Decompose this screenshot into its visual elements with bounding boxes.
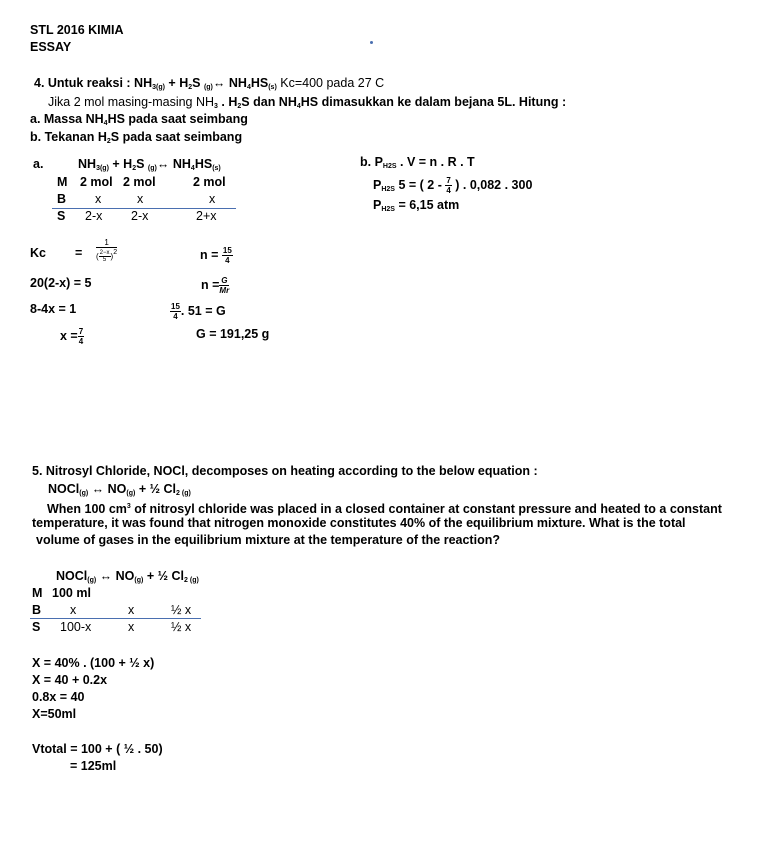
calc-line1: 20(2-x) = 5 [30, 276, 92, 290]
sol5-m-value: 100 ml [52, 586, 91, 600]
sol5-s-cl2: ½ x [171, 620, 192, 634]
ice-s-nh3: 2-x [85, 209, 103, 223]
header-line2: ESSAY [30, 40, 72, 54]
sol5-divider [30, 618, 201, 619]
sol4a-equation: NH3(g) + H2S (g)↔ NH4HS(s) [78, 157, 221, 172]
dot-mark [370, 41, 373, 44]
ice-b-nh4hs: x [209, 192, 216, 206]
ice-b-h2s: x [137, 192, 144, 206]
q4-line2: Jika 2 mol masing-masing NH3 . H2S dan NH4HS dimasukkan ke dalam bejana 5L. Hitung : [48, 95, 567, 110]
sol5-s-nocl: 100-x [60, 620, 92, 634]
ice-m-nh4hs: 2 mol [193, 175, 226, 189]
sol5-s-label: S [32, 620, 41, 634]
sol4b-line3: PH2S = 6,15 atm [373, 198, 460, 213]
ice-s-label: S [57, 209, 66, 223]
sol5-calc4: X=50ml [32, 707, 77, 721]
sol4b-line1: b. PH2S . V = n . R . T [360, 155, 475, 170]
q5-title: 5. Nitrosyl Chloride, NOCl, decomposes on heating according to the below equation : [32, 464, 538, 478]
mass-result: G = 191,25 g [196, 327, 270, 341]
calc-line2: 8-4x = 1 [30, 302, 77, 316]
ice-b-nh3: x [95, 192, 102, 206]
sol5-b-cl2: ½ x [171, 603, 192, 617]
q5-para3: volume of gases in the equilibrium mixture at the temperature of the reaction? [36, 533, 500, 547]
sol4a-label: a. [33, 157, 44, 171]
sol5-b-no: x [128, 603, 135, 617]
sol5-calc1: X = 40% . (100 + ½ x) [32, 656, 155, 670]
n-over-mr: n = $\frac{G}{Mr}$ [201, 276, 230, 295]
q4-reaction-line: 4. Untuk reaksi : NH3(g) + H2S (g)↔ NH4HS(s) Kc=400 pada 27 C [34, 76, 385, 91]
x-value: x = $\frac{7}{4}$ [60, 327, 84, 346]
kc-equals: = [75, 246, 83, 260]
sol5-equation: NOCl(g) ↔ NO(g) + ½ Cl2 (g) [56, 569, 199, 584]
q5-para1: When 100 $cm^3$ of nitrosyl chloride was placed in a closed container at constant pressure and heated to a constant [47, 502, 722, 516]
q5-equation: NOCl(g) ↔ NO(g) + ½ Cl2 (g) [48, 482, 191, 497]
sol4b-line2: PH2S 5 = ( 2 - $\frac{7}{4}$ ) . 0,082 . 300 [373, 176, 533, 195]
q4-part-b: b. Tekanan H2S pada saat seimbang [30, 130, 243, 145]
sol5-b-nocl: x [70, 603, 77, 617]
sol5-b-label: B [32, 603, 42, 617]
ice-b-label: B [57, 192, 67, 206]
kc-label: Kc [30, 246, 46, 260]
sol5-calc2: X = 40 + 0.2x [32, 673, 108, 687]
mass-calc: $\frac{15}{4}$ . 51 = G [171, 302, 226, 321]
q5-para2: temperature, it was found that nitrogen monoxide constitutes 40% of the equilibrium mixture. What is the total [32, 516, 686, 530]
sol5-m-label: M [32, 586, 43, 600]
ice-m-nh3: 2 mol [80, 175, 113, 189]
vtotal-line1: Vtotal = 100 + ( ½ . 50) [32, 742, 163, 756]
header-line1: STL 2016 KIMIA [30, 23, 124, 37]
ice-m-label: M [57, 175, 68, 189]
sol5-calc3: 0.8x = 40 [32, 690, 85, 704]
ice-s-nh4hs: 2+x [196, 209, 217, 223]
ice-m-h2s: 2 mol [123, 175, 156, 189]
sol5-s-no: x [128, 620, 135, 634]
kc-fraction: 1 ( $\frac{2-x}{5}$ )2 [96, 238, 118, 264]
vtotal-line2: = 125ml [70, 759, 117, 773]
ice-s-h2s: 2-x [131, 209, 149, 223]
q4-part-a: a. Massa NH4HS pada saat seimbang [30, 112, 248, 127]
n-equation: n = $\frac{15}{4}$ [200, 246, 232, 265]
